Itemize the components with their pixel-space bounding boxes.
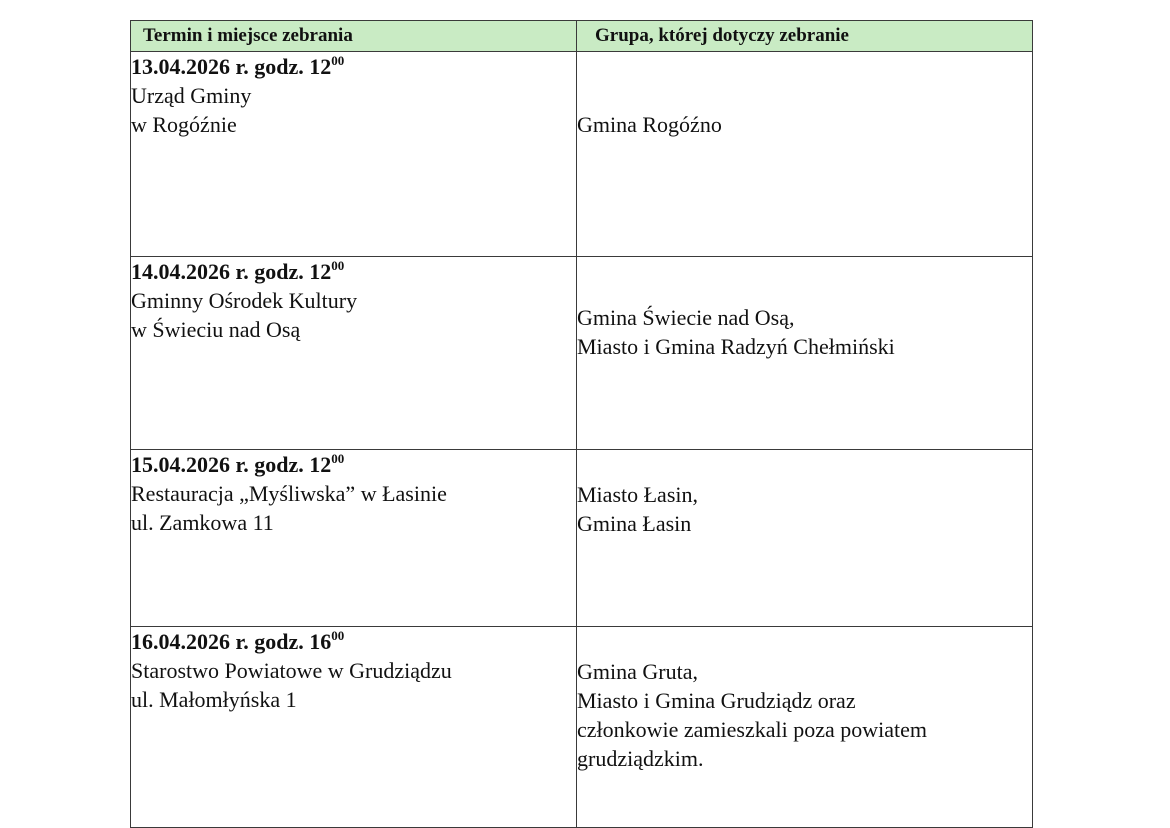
meeting-group-line: Miasto Łasin, bbox=[577, 482, 698, 507]
meeting-place-line: ul. Zamkowa 11 bbox=[131, 510, 274, 535]
meeting-group-cell bbox=[577, 257, 1033, 450]
meeting-group-line: Miasto i Gmina Radzyń Chełmiński bbox=[577, 334, 895, 359]
table-header-row bbox=[131, 21, 1033, 52]
table-row bbox=[131, 257, 1033, 450]
meeting-when-where-cell bbox=[131, 52, 577, 257]
meeting-group-line: członkowie zamieszkali poza powiatem bbox=[577, 717, 928, 742]
table-row bbox=[131, 52, 1033, 257]
table-row bbox=[131, 627, 1033, 828]
meeting-when-where-cell bbox=[131, 450, 577, 627]
meeting-date: 14.04.2026 r. godz. $12^{00}$ bbox=[131, 258, 345, 284]
meeting-when-where-cell bbox=[131, 257, 577, 450]
meeting-place-line: Urząd Gminy bbox=[131, 83, 252, 108]
meeting-when-where-cell bbox=[131, 627, 577, 828]
meeting-place-line: Starostwo Powiatowe w Grudziądzu bbox=[131, 658, 452, 683]
meeting-date: 16.04.2026 r. godz. $16^{00}$ bbox=[131, 628, 345, 654]
table-row bbox=[131, 450, 1033, 627]
meeting-group-cell bbox=[577, 52, 1033, 257]
meeting-place-line: ul. Małomłyńska 1 bbox=[131, 687, 297, 712]
meeting-group-line: Miasto i Gmina Grudziądz oraz bbox=[577, 688, 856, 713]
meeting-date: 13.04.2026 r. godz. $12^{00}$ bbox=[131, 53, 345, 79]
meeting-schedule-table bbox=[130, 20, 1033, 828]
header-when-where: Termin i miejsce zebrania bbox=[131, 21, 577, 52]
meeting-group-line: Gmina Świecie nad Osą, bbox=[577, 305, 795, 330]
meeting-place-line: Gminny Ośrodek Kultury bbox=[131, 288, 358, 313]
meeting-place-line: w Świeciu nad Osą bbox=[131, 317, 301, 342]
meeting-group-cell bbox=[577, 627, 1033, 828]
meeting-group-cell bbox=[577, 450, 1033, 627]
meeting-group-line: Gmina Łasin bbox=[577, 511, 692, 536]
meeting-group-line: grudziądzkim. bbox=[577, 746, 704, 771]
header-group: Grupa, której dotyczy zebranie bbox=[577, 21, 1033, 52]
meeting-place-line: Restauracja „Myśliwska” w Łasinie bbox=[131, 481, 447, 506]
meeting-place-line: w Rogóźnie bbox=[131, 112, 237, 137]
meeting-group-line: Gmina Rogóźno bbox=[577, 112, 722, 137]
meeting-date: 15.04.2026 r. godz. $12^{00}$ bbox=[131, 451, 345, 477]
meeting-group-line: Gmina Gruta, bbox=[577, 659, 698, 684]
